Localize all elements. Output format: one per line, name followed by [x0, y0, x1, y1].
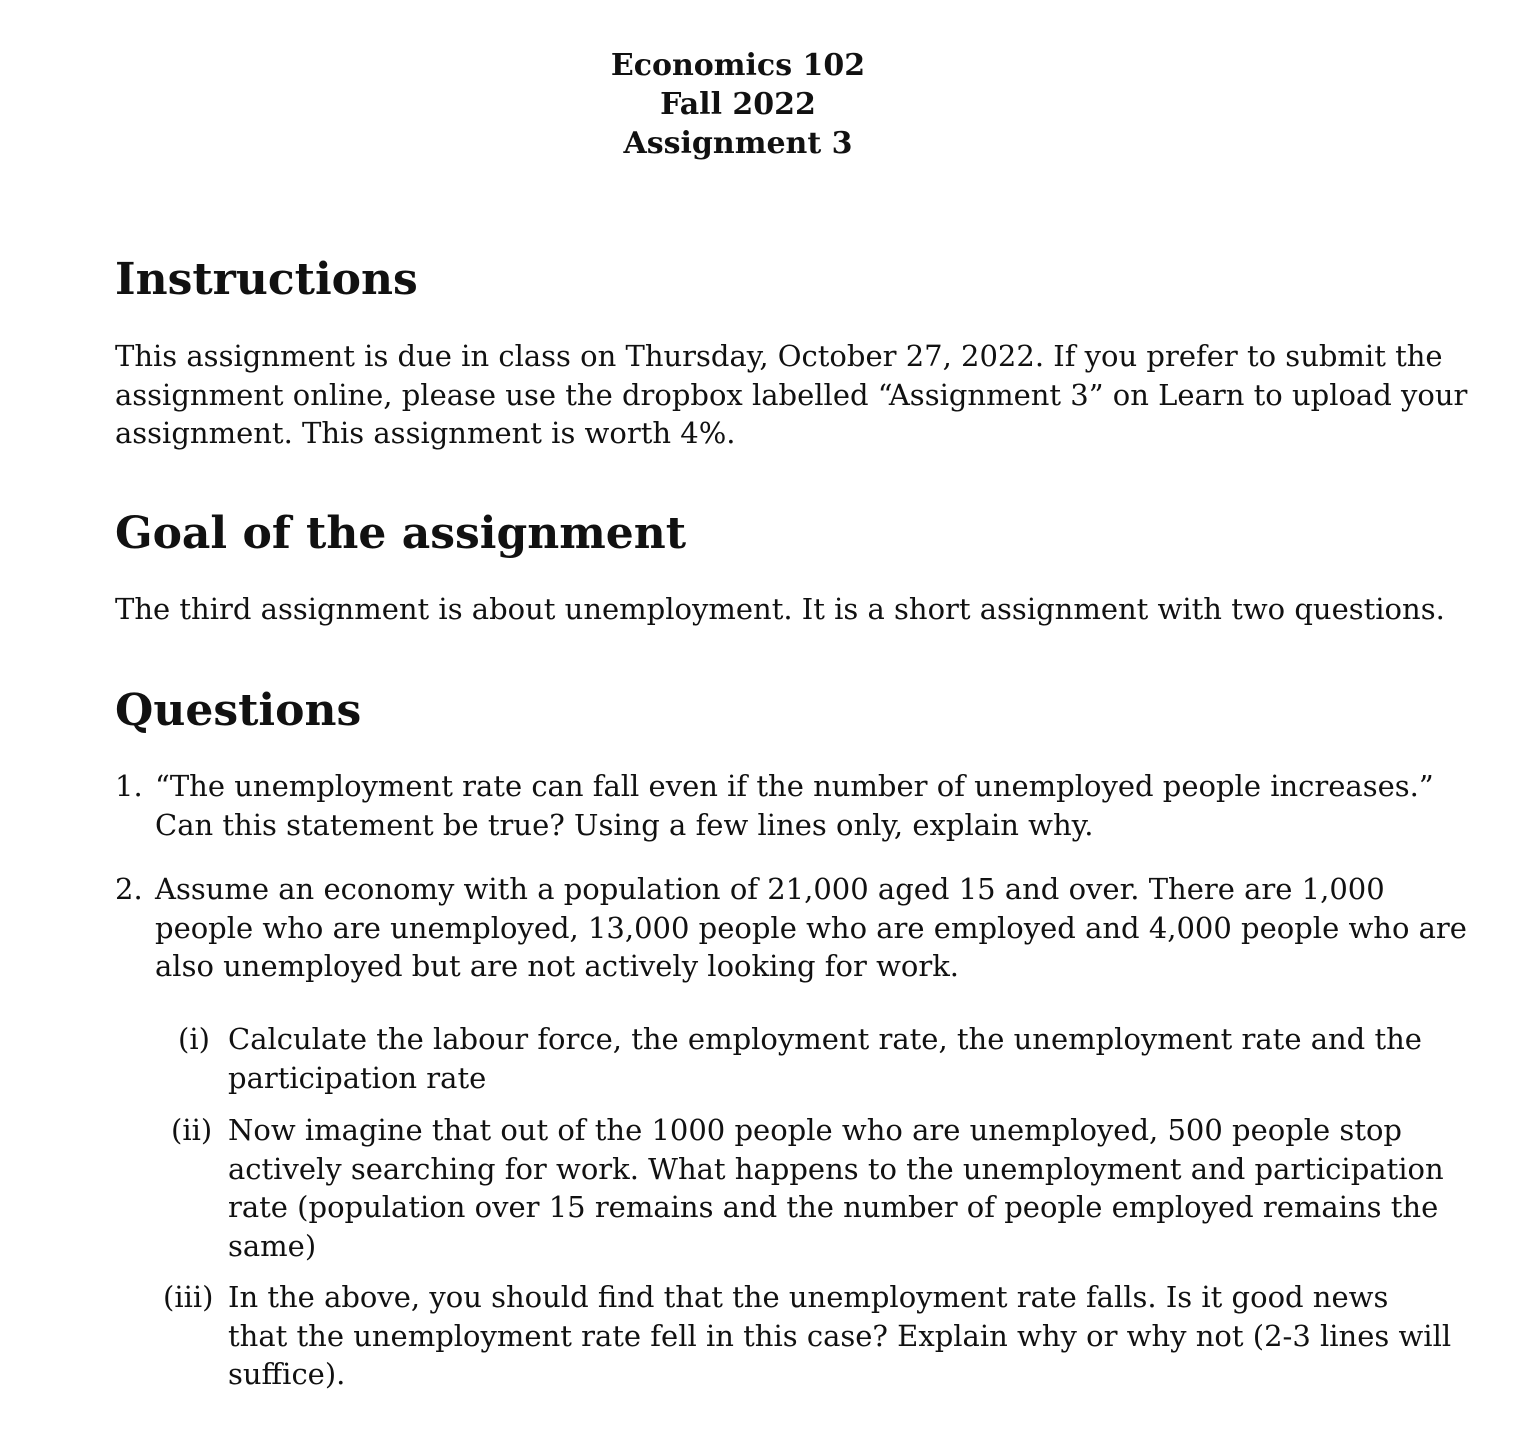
subquestion-line: actively searching for work. What happens to the unemployment and participation — [228, 1151, 1444, 1186]
questions-heading: Questions — [115, 685, 362, 736]
question-text — [155, 767, 1434, 844]
subquestion-text — [228, 1020, 1422, 1097]
instructions-paragraph — [115, 337, 1468, 453]
instructions-line: assignment. This assignment is worth 4%. — [115, 416, 736, 451]
subquestion-number: (ii) — [171, 1113, 213, 1147]
instructions-line: This assignment is due in class on Thursday, October 27, 2022. If you prefer to submit the — [115, 339, 1443, 373]
subquestion-line: rate (population over 15 remains and the number of people employed remains the — [228, 1190, 1439, 1225]
subquestion-line: same) — [228, 1228, 317, 1263]
subquestion-line: suffice). — [228, 1357, 346, 1392]
goal-paragraph — [115, 590, 1445, 629]
subquestion-text — [228, 1111, 1444, 1265]
subquestion-line: that the unemployment rate fell in this case? Explain why or why not (2-3 lines will — [228, 1318, 1452, 1353]
question-number: 1. — [115, 769, 143, 803]
subquestion-line: Calculate the labour force, the employment rate, the unemployment rate and the — [228, 1022, 1422, 1056]
subquestion-number: (i) — [178, 1022, 210, 1056]
question-line: Can this statement be true? Using a few lines only, explain why. — [155, 807, 1094, 842]
question-line: Assume an economy with a population of 21,000 aged 15 and over. There are 1,000 — [155, 872, 1385, 906]
goal-heading: Goal of the assignment — [115, 508, 687, 559]
goal-line: The third assignment is about unemployment. It is a short assignment with two questions. — [115, 592, 1445, 626]
subquestion-line: participation rate — [228, 1060, 487, 1095]
question-line: people who are unemployed, 13,000 people who are employed and 4,000 people who are — [155, 910, 1467, 945]
course-title: Economics 102 — [610, 48, 866, 83]
question-number: 2. — [115, 872, 143, 906]
document-header — [0, 46, 1476, 163]
question-line: “The unemployment rate can fall even if the number of unemployed people increases.” — [155, 769, 1434, 803]
instructions-heading: Instructions — [115, 254, 418, 305]
question-line: also unemployed but are not actively looking for work. — [155, 949, 960, 984]
term-label: Fall 2022 — [660, 87, 816, 122]
subquestion-text — [228, 1278, 1452, 1394]
subquestion-number: (iii) — [163, 1280, 214, 1314]
assignment-label: Assignment 3 — [623, 126, 853, 161]
instructions-line: assignment online, please use the dropbox labelled “Assignment 3” on Learn to upload your — [115, 377, 1468, 412]
subquestion-line: In the above, you should find that the unemployment rate falls. Is it good news — [228, 1280, 1389, 1314]
question-text — [155, 870, 1467, 986]
subquestion-line: Now imagine that out of the 1000 people who are unemployed, 500 people stop — [228, 1113, 1402, 1147]
